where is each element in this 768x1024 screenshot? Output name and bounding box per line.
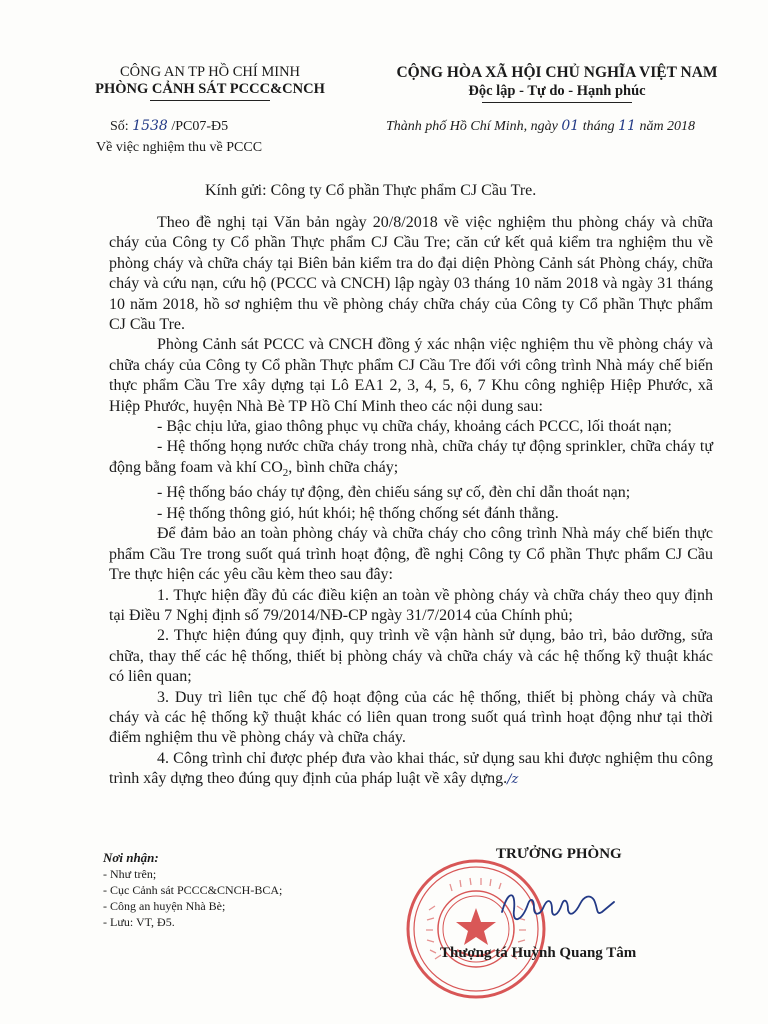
national-title: CỘNG HÒA XÃ HỘI CHỦ NGHĨA VIỆT NAM [396,64,718,81]
document-number-suffix: /PC07-Đ5 [167,119,229,134]
bullet-fire-resistance: - Bậc chịu lửa, giao thông phục vụ chữa cháy, khoảng cách PCCC, lối thoát nạn; [157,418,672,436]
agency-underline [150,100,270,101]
motto-underline [482,102,632,103]
date-month-handwritten: 11 [618,118,636,134]
receiver-item: - Công an huyện Nhà Bè; [103,899,226,913]
receiver-item: - Lưu: VT, Đ5. [103,915,175,929]
date-month-label: tháng [579,119,619,134]
requirement-2: 2. Thực hiện đúng quy định, quy trình về vận hành sử dụng, bảo trì, bảo dưỡng, sửa chữa, thay thế các hệ thống, thiết bị phòng cháy và chữa cháy và các hệ thống kỹ thuật khác có liên quan; [109,627,713,686]
bullet-fire-systems [109,437,713,483]
national-motto-header [372,64,742,103]
receivers-title: Nơi nhận: [103,850,159,865]
agency-name: PHÒNG CẢNH SÁT PCCC&CNCH [95,81,325,97]
receiver-item: - Cục Cảnh sát PCCC&CNCH-BCA; [103,883,283,897]
receiver-item: - Như trên; [103,867,157,881]
document-number-prefix: Số: [110,119,133,134]
bullet-fire-systems-end: , bình chữa cháy; [288,458,399,476]
national-motto: Độc lập - Tự do - Hạnh phúc [468,83,646,99]
recipient-line: Kính gửi: Công ty Cổ phần Thực phẩm CJ Cầu Tre. [205,182,537,199]
signer-name: Thượng tá Huỳnh Quang Tâm [440,945,637,961]
issuing-agency-header [70,64,350,101]
document-subject: Về việc nghiệm thu về PCCC [96,140,263,155]
date-day-handwritten: 01 [561,118,580,134]
bullet-ventilation: - Hệ thống thông gió, hút khói; hệ thống chống sét đánh thẳng. [157,504,559,522]
document-date [386,118,695,135]
initials-mark: /z [507,772,519,788]
date-prefix: Thành phố Hồ Chí Minh, ngày [386,119,562,134]
letter-body [109,213,713,791]
bullet-fire-systems-text: - Hệ thống họng nước chữa cháy trong nhà, chữa cháy tự động sprinkler, chữa cháy tự động bằng foam và khí CO [109,438,713,476]
agency-parent: CÔNG AN TP HỒ CHÍ MINH [119,64,301,80]
date-year: năm 2018 [635,119,696,134]
requirement-4 [109,749,713,791]
bullet-alarm-systems: - Hệ thống báo cháy tự động, đèn chiếu sáng sự cố, đèn chỉ dẫn thoát nạn; [157,484,631,502]
handwritten-signature [498,882,618,930]
requirement-3: 3. Duy trì liên tục chế độ hoạt động của các hệ thống, thiết bị phòng cháy và chữa cháy và các hệ thống kỹ thuật khác có liên quan trong suốt quá trình hoạt động như tại thời điểm nghiệm thu về phòng cháy và chữa cháy. [109,688,713,747]
document-number [110,118,228,135]
paragraph-requirements: Để đảm bảo an toàn phòng cháy và chữa cháy cho công trình Nhà máy chế biến thực phẩm Cầu Tre trong suốt quá trình hoạt động, đề nghị Công ty Cổ phần Thực phẩm CJ Cầu Tre thực hiện các yêu cầu kèm theo sau đây: [109,525,713,584]
requirement-1: 1. Thực hiện đầy đủ các điều kiện an toàn về phòng cháy và chữa cháy theo quy định tại Điều 7 Nghị định số 79/2014/NĐ-CP ngày 31/7/2014 của Chính phủ; [109,586,713,624]
paragraph-approval: Phòng Cảnh sát PCCC và CNCH đồng ý xác nhận việc nghiệm thu về phòng cháy và chữa cháy của Công ty Cổ phần Thực phẩm CJ Cầu Tre đối với công trình Nhà máy chế biến thực phẩm Cầu Tre xây dựng tại Lô EA1 2, 3, 4, 5, 6, 7 Khu công nghiệp Hiệp Phước, xã Hiệp Phước, huyện Nhà Bè TP Hồ Chí Minh theo các nội dung sau: [109,336,713,415]
document-number-handwritten: 1538 [132,118,168,134]
paragraph-basis: Theo đề nghị tại Văn bản ngày 20/8/2018 về việc nghiệm thu phòng cháy và chữa cháy của Công ty Cổ phần Thực phẩm CJ Cầu Tre; căn cứ kết quả kiểm tra nghiệm thu về phòng cháy và chữa cháy tại Biên bản kiểm tra do đại diện Phòng Cảnh sát Phòng cháy, chữa cháy và cứu nạn, cứu hộ (PCCC và CNCH) lập ngày 03 tháng 10 năm 2018 và ngày 31 tháng 10 năm 2018, hồ sơ nghiệm thu về phòng cháy chữa cháy của Công ty Cổ phần Thực phẩm CJ Cầu Tre. [109,214,713,334]
receivers-block [103,850,282,930]
co2-subscript: 2 [282,467,289,480]
requirement-4-text: 4. Công trình chỉ được phép đưa vào khai thác, sử dụng sau khi được nghiệm thu công trình xây dựng theo đúng quy định của pháp luật về xây dựng. [109,749,713,788]
signer-title: TRƯỞNG PHÒNG [496,846,622,862]
